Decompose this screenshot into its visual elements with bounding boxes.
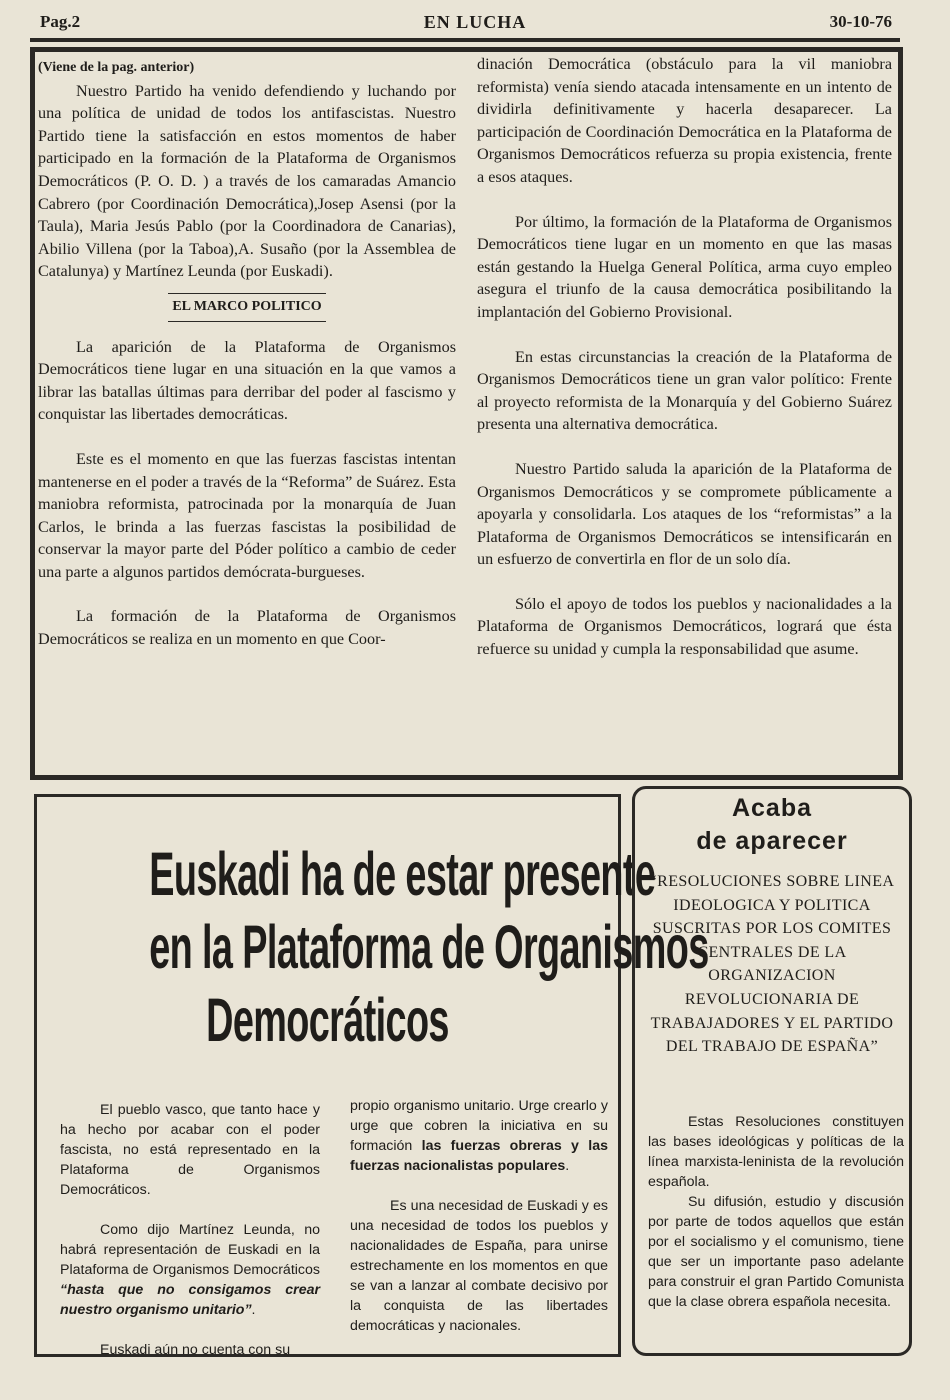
euskadi-headline xyxy=(149,838,709,1057)
headline-line: Euskadi ha de estar presente xyxy=(149,840,656,908)
quote: “hasta que no consigamos crear nuestro organismo unitario” xyxy=(60,1282,320,1318)
headline-line: Democráticos xyxy=(206,986,449,1054)
paragraph-text: . xyxy=(565,1158,570,1174)
issue-date: 30-10-76 xyxy=(829,12,892,31)
header-rule xyxy=(30,38,900,42)
euskadi-paragraph: El pueblo vasco, que tanto hace y ha hecho por acabar con el poder fascista, no está representado en la Plataforma de Organismos Democráticos. xyxy=(60,1102,320,1198)
headline-line: en la Plataforma de Organismos xyxy=(149,913,709,981)
title-line: Acaba xyxy=(731,794,813,822)
article-paragraph: En estas circunstancias la creación de la Plataforma de Organismos Democráticos tiene un gran valor político: Frente al proyecto reformista de la Monarquía y del Gobierno Suárez presenta una alternativa democrática. xyxy=(477,347,892,434)
publication-paragraph: Su difusión, estudio y discusión por parte de todos aquellos que están por el socialismo y el comunismo, tiene que ser un importante paso adelante para construir el gran Partido Comunista que la clase obrera española necesita. xyxy=(648,1194,904,1310)
euskadi-paragraph xyxy=(350,1096,608,1176)
page-number: Pag.2 xyxy=(40,12,81,31)
article-paragraph: Nuestro Partido ha venido defendiendo y luchando por una política de unidad de todos los antifascistas. Nuestro Partido tiene la satisfacción en estos momentos de haber participado en la formación de la Plataforma de Organismos Democráticos (P. O. D. ) a través de los camaradas Amancio Cabrero (por Coordinación Democrática),Josep Asensi (por la Taula), Maria Jesús Pablo (por la Coordinadora de Canarias), Abilio Villena (por la Taboa),A. Susaño (por la Assemblea de Catalunya) y Martínez Leunda (por Euskadi). xyxy=(38,81,456,281)
euskadi-left-column xyxy=(60,1100,320,1360)
emphasis: las fuerzas obreras y las fuerzas nacionalistas populares xyxy=(350,1138,609,1174)
publication-paragraph: Estas Resoluciones constituyen las bases ideológicas y políticas de la línea marxista-leninista de la revolución española. xyxy=(648,1114,904,1190)
article-paragraph: Por último, la formación de la Plataforma de Organismos Democráticos tiene lugar en un momento en que las masas están gestando la Huelga General Política, arma cuyo empleo asegura el triunfo de la causa democrática posibilitando la implantación del Gobierno Provisional. xyxy=(477,212,892,321)
article-paragraph: dinación Democrática (obstáculo para la vil maniobra reformista) venía siendo atacada intensamente en un intento de dividirla definitivamente y hacerla desaparecer. La participación de Coordinación Democrática en la Plataforma de Organismos Democráticos refuerza su propia existencia, frente a esos ataques. xyxy=(477,55,892,186)
article-right-column xyxy=(477,53,892,661)
euskadi-paragraph xyxy=(60,1220,320,1320)
title-line: de aparecer xyxy=(696,827,848,855)
article-paragraph: La aparición de la Plataforma de Organismos Democráticos tiene lugar en una situación en la que vamos a librar las batallas últimas para derribar del poder al fascismo y conquistar las libertades democráticas. xyxy=(38,337,456,424)
newspaper-title: EN LUCHA xyxy=(423,12,527,32)
article-paragraph: Nuestro Partido saluda la aparición de la Plataforma de Organismos Democráticos y se compromete públicamente a apoyarla y consolidarla. Los ataques de los “reformistas” a la Plataforma de Organismos Democráticos se intensificarán en un esfuerzo de convertirla en flor de un solo día. xyxy=(477,459,892,569)
paragraph-text: Como dijo Martínez Leunda, no habrá representación de Euskadi en la Plataforma de Organismos Democráticos xyxy=(60,1222,320,1278)
article-paragraph: La formación de la Plataforma de Organismos Democráticos se realiza en un momento en que Coor- xyxy=(38,607,456,649)
continued-note: (Viene de la pag. anterior) xyxy=(38,60,195,75)
section-subhead: EL MARCO POLITICO xyxy=(168,293,325,322)
paragraph-text: . xyxy=(251,1302,256,1318)
euskadi-paragraph: Euskadi aún no cuenta con su xyxy=(100,1342,291,1358)
euskadi-right-column xyxy=(350,1096,608,1336)
article-left-column xyxy=(38,57,456,651)
resolutions-title: “RESOLUCIONES SOBRE LINEA IDEOLOGICA Y POLITICA SUSCRITAS POR LOS COMITES CENTRALES DE LA ORGANIZACION REVOLUCIONARIA DE TRABAJADORES Y EL PARTIDO DEL TRABAJO DE ESPAÑA” xyxy=(649,873,895,1056)
paragraph-text: propio organismo unitario. Urge crearlo y urge que cobren la iniciativa en su formación xyxy=(350,1098,608,1154)
page-header xyxy=(0,0,950,40)
publication-body xyxy=(648,1112,904,1312)
article-paragraph: Sólo el apoyo de todos los pueblos y nacionalidades a la Plataforma de Organismos Democráticos, logrará que ésta refuerce su unidad y cumpla la responsabilidad que asume. xyxy=(477,594,892,659)
publication-title xyxy=(632,792,912,858)
article-paragraph: Este es el momento en que las fuerzas fascistas intentan mantenerse en el poder a través de la “Reforma” de Suárez. Esta maniobra reformista, patrocinada por la monarquía de Juan Carlos, le brinda a las fuerzas fascistas la posibilidad de conservar la mayor parte del Póder político a cambio de ceder una parte a algunos partidos demócrata-burgueses. xyxy=(38,449,456,581)
euskadi-paragraph: Es una necesidad de Euskadi y es una necesidad de todos los pueblos y nacionalidades de España, para unirse estrechamente en los momentos en que se van a lanzar al combate decisivo por la conquista de las libertades democráticas y nacionales. xyxy=(350,1198,608,1334)
